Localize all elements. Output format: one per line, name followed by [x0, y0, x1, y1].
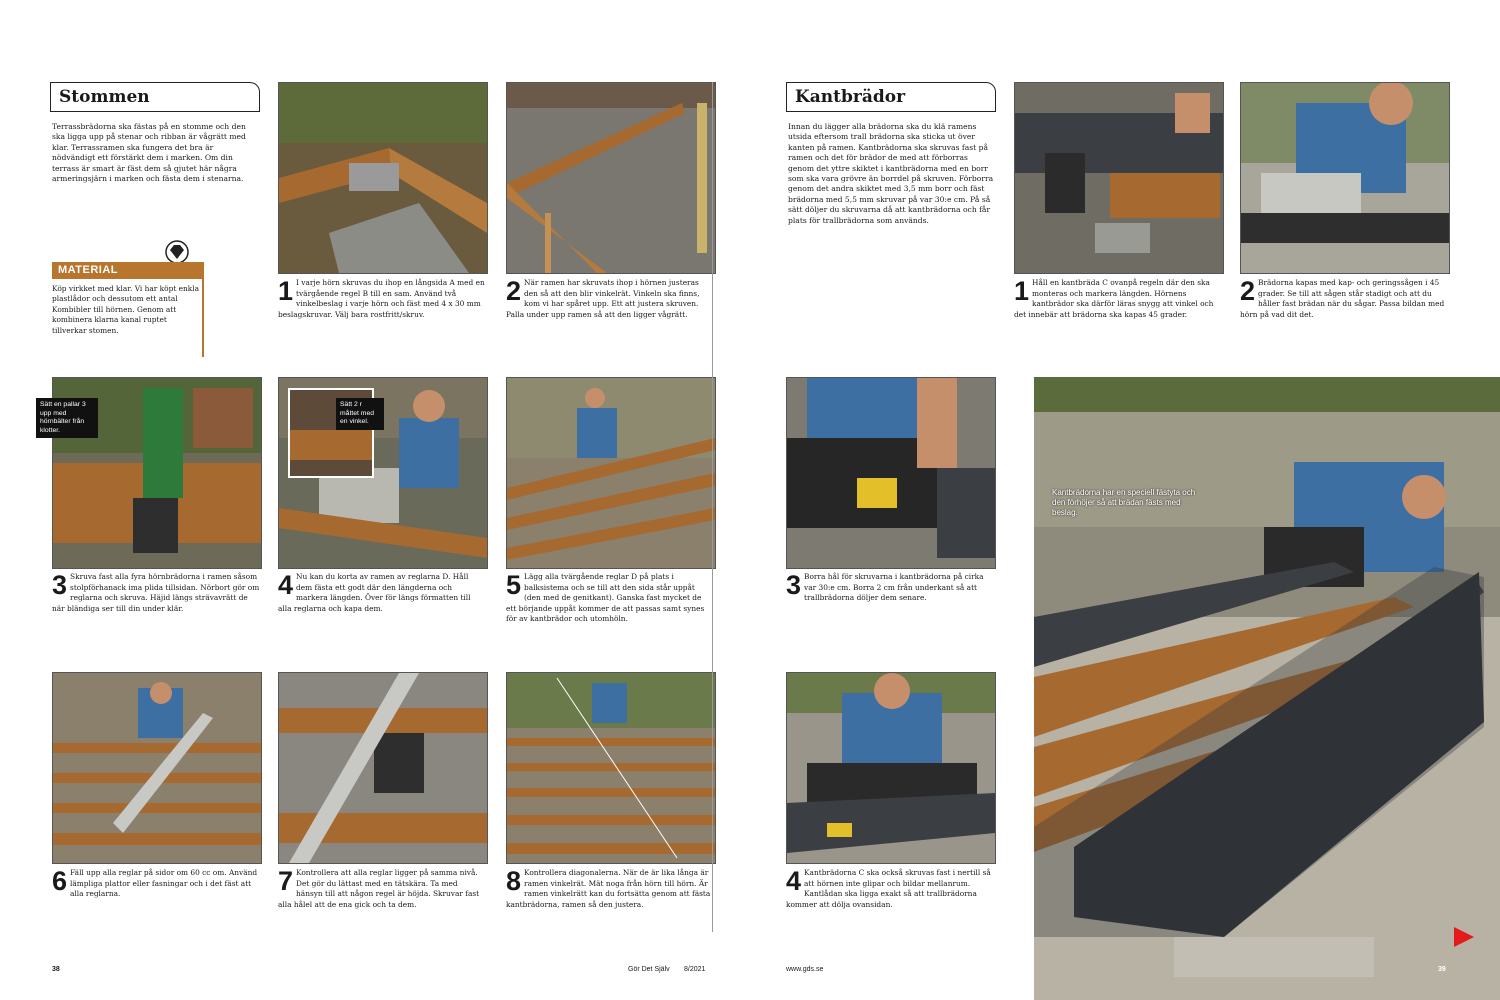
edge-step-4-caption: [786, 868, 994, 910]
step-7-number: 7: [278, 866, 294, 896]
main-photo-overlay-text: Kantbrädorna har en speciell fästyta och den förhöjer så att brädan fästs med beslag.: [1052, 488, 1196, 517]
composite-deck-main-photo: [1034, 377, 1500, 1000]
edge-step-1-text: Håll en kantbräda C ovanpå regeln där den ska monteras och markera längden. Hörnens kantbrädor ska därför läras snygg att vinkel och det innebär att brädorna ska kapas 45 grader.: [1014, 278, 1214, 319]
step-5-text: Lägg alla tvärgående reglar D på plats i balksistema och se till att den sida står uppåt (den med de genitkant). Ganska fast mycket de ett börjande uppåt kommer de att passas samt synes för av kantbrädor och utomhöln.: [506, 572, 705, 624]
edge-step-1-caption: [1014, 278, 1222, 320]
step-2-caption: [506, 278, 712, 320]
edge-step-2-text: Brädorna kapas med kap- och geringssågen i 45 grader. Se till att sågen står stadigt och att du håller fast brädan när du sågar. Passa bildan med hörn på vad dit det.: [1240, 278, 1445, 319]
edge-step-2-number: 2: [1240, 276, 1256, 306]
edge-step-1-number: 1: [1014, 276, 1030, 306]
edge-step-2-photo: [1240, 82, 1450, 274]
right-page-number: 39: [1438, 966, 1446, 973]
section-title-kantbrador: Kantbrädor: [786, 82, 996, 112]
step-6-number: 6: [52, 866, 68, 896]
intro-text-stommen: Terrassbrädorna ska fästas på en stomme och den ska ligga upp på stenar och ribban är vågrätt med klar. Terrassramen ska fungera det bra är nödvändigt ett förstärkt dem i marken. Om din terrass är smart är fäst dem så gjutet här några armeringsjärn i marken och fästa dem i stenarna.: [52, 122, 246, 184]
step-8-caption: [506, 868, 712, 910]
step-4-callout: Sätt 2 r måttet med en vinkel.: [336, 398, 384, 430]
page-gutter: [712, 82, 713, 932]
step-1-caption: [278, 278, 486, 320]
edge-step-1-photo: [1014, 82, 1224, 274]
issue-number: 8/2021: [684, 966, 706, 973]
step-1-photo: [278, 82, 488, 274]
step-8-photo: [506, 672, 716, 864]
step-5-photo: [506, 377, 716, 569]
step-7-text: Kontrollera att alla reglar ligger på samma nivå. Det gör du lättast med en tätskära. Ta med hänsyn till att någon regel är höjda. Skruvar fast alla hålel att de ena gick och ta dem.: [278, 868, 480, 909]
step-3-callout: Sätt en pallar 3 upp med hörnbälter från klotter.: [36, 398, 98, 438]
step-6-photo: [52, 672, 262, 864]
step-7-photo: [278, 672, 488, 864]
edge-step-2-caption: [1240, 278, 1448, 320]
step-5-caption: [506, 572, 712, 625]
material-divider: [202, 262, 204, 357]
edge-step-3-photo: [786, 377, 996, 569]
edge-step-4-number: 4: [786, 866, 802, 896]
step-4-text: Nu kan du korta av ramen av reglarna D. Håll dem fästa ett godt där den längderna och markera längden. Över för längs förmatten till alla reglarna och kapa dem.: [278, 572, 471, 613]
step-3-text: Skruva fast alla fyra hörnbrädorna i ramen såsom stolpförhanack ima plida tillsidan. Nörbort gör om reglarna och skruva. Häjid längs strävavrätt de när bländiga ser till din under klär.: [52, 572, 260, 613]
step-8-number: 8: [506, 866, 522, 896]
step-2-photo: [506, 82, 716, 274]
step-8-text: Kontrollera diagonalerna. När de är lika långa är ramen vinkelrät. Mät noga från hörn till hörn. Är ramen vinkelrätt kan du fortsätta genom att fästa kantbrädorna, ramen så den justera.: [506, 868, 711, 909]
step-7-caption: [278, 868, 486, 910]
site-url: www.gds.se: [786, 966, 824, 973]
intro-text-kantbrador: Innan du lägger alla brädorna ska du klä ramens utsida eftersom trall brädorna ska sticka ut över kanten på ramen. Kantbrädorna ska skruvas fast på ramen och det för brädor de med att förborras genom det yttre skiktet i kantbrädorna med en borr som ska vara grövre än borrdel på skruven. Förborra genom det andra skiktet med 3,5 mm borr och fäst brädorna med 5,5 mm skruvar på var 30:e cm. På så sätt döljer du skruvarna då att kantbrädorna och får plats för trallbrädorna som används.: [788, 122, 994, 225]
step-2-text: När ramen har skruvats ihop i hörnen justeras den så att den blir vinkelrät. Vinkeln ska finns, kom vi har spåret upp. Ett att justera skruven. Palla under upp ramen så att den ligger vågrätt.: [506, 278, 700, 319]
step-3-caption: [52, 572, 260, 614]
material-title: MATERIAL: [52, 262, 202, 279]
step-5-number: 5: [506, 570, 522, 600]
magazine-name: Gör Det Själv: [628, 966, 670, 973]
step-1-text: I varje hörn skruvas du ihop en långsida A med en tvärgående regel B till en sam. Använd två vinkelbeslag i varje hörn och fäst med 4 x 30 mm beslagskruvar. Välj bara rostfritt/skruv.: [278, 278, 485, 319]
edge-step-3-caption: [786, 572, 994, 604]
edge-step-3-text: Borra hål för skruvarna i kantbrädorna på cirka var 30:e cm. Borra 2 cm från underkant så att trallbrädorna döljer dem senare.: [804, 572, 984, 603]
left-page-number: 38: [52, 966, 60, 973]
material-text: Köp virkket med klar. Vi har köpt enkla plastlådor och dessutom ett antal Kombibler till hörnen. Genom att kombinera klarna kanal ruptet tillverkar stomen.: [52, 284, 200, 335]
edge-step-4-text: Kantbrädorna C ska också skruvas fast i nertill så att hörnen inte glipar och bildar mellanrum. Kantlådan ska ligga exakt så att trallbrädorna kommer att dölja ovansidan.: [786, 868, 991, 909]
step-2-number: 2: [506, 276, 522, 306]
step-1-number: 1: [278, 276, 294, 306]
step-6-text: Fäll upp alla reglar på sidor om 60 cc om. Använd lämpliga plattor eller fasningar och i det fäst att alla reglarna.: [70, 868, 258, 899]
edge-step-3-number: 3: [786, 570, 802, 600]
edge-step-4-photo: [786, 672, 996, 864]
step-4-number: 4: [278, 570, 294, 600]
section-title-stommen: Stommen: [50, 82, 260, 112]
step-6-caption: [52, 868, 260, 900]
step-4-caption: [278, 572, 486, 614]
step-3-number: 3: [52, 570, 68, 600]
